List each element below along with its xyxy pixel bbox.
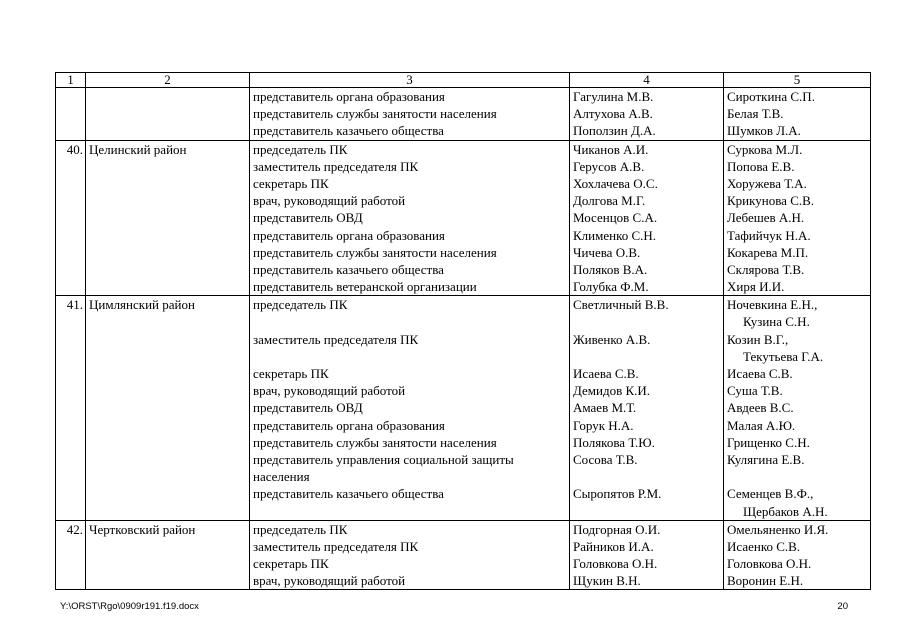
role-line: секретарь ПК: [253, 366, 329, 381]
reserve-member-name: Ночевкина Е.Н.,: [727, 297, 818, 313]
primary-member-name: Чичева О.В.: [573, 244, 641, 260]
role-line: представитель ОВД: [253, 400, 363, 416]
column-header: 5: [724, 73, 871, 88]
district-name: Цимлянский район: [86, 296, 250, 520]
role-line: представитель казачьего общества: [253, 261, 444, 277]
role-cell: [250, 296, 570, 520]
reserve-member-name: Суркова М.Л.: [727, 141, 803, 157]
table-row: [56, 296, 871, 520]
role-line: врач, руководящий работой: [253, 383, 406, 399]
reserve-member-name: Хоружева Т.А.: [727, 175, 807, 191]
primary-member-name: [573, 313, 720, 330]
primary-member-name: Горук Н.А.: [573, 417, 634, 433]
reserve-member-name: Текутьева Г.А.: [743, 348, 824, 364]
primary-member-name: Сыропятов Р.М.: [573, 486, 662, 502]
primary-member-name: [573, 503, 720, 520]
row-number: 42.: [56, 520, 86, 590]
footer-page-number: 20: [837, 601, 848, 612]
primary-member-name: Хохлачева О.С.: [573, 175, 658, 191]
reserve-member-name: Исаенко С.В.: [727, 538, 801, 554]
role-cell: [250, 520, 570, 590]
reserve-member-name: Склярова Т.В.: [727, 261, 805, 277]
primary-member-name: Райников И.А.: [573, 538, 654, 554]
row-number: 41.: [56, 296, 86, 520]
role-cell: [250, 140, 570, 296]
primary-member-name: Гагулина М.В.: [573, 89, 654, 104]
primary-member-name: Клименко С.Н.: [573, 227, 657, 243]
primary-member-cell: [570, 140, 724, 296]
primary-member-name: Долгова М.Г.: [573, 193, 646, 209]
primary-member-name: Чиканов А.И.: [573, 141, 649, 157]
role-line: представитель ОВД: [253, 210, 363, 226]
role-line: председатель ПК: [253, 141, 348, 157]
reserve-member-name: Семенцев В.Ф.,: [727, 486, 814, 502]
primary-member-name: Голубка Ф.М.: [573, 279, 649, 295]
primary-member-name: Щукин В.Н.: [573, 573, 641, 589]
reserve-member-name: Хиря И.И.: [727, 279, 785, 295]
primary-member-name: [573, 348, 720, 365]
reserve-member-name: Суша Т.В.: [727, 383, 783, 399]
role-cell: [250, 88, 570, 141]
reserve-member-name: Омельяненко И.Я.: [727, 521, 829, 537]
role-line: представитель ветеранской организации: [253, 279, 477, 295]
primary-member-name: Светличный В.В.: [573, 297, 669, 313]
primary-member-name: Сосова Т.В.: [573, 451, 638, 467]
role-line: [253, 503, 566, 520]
role-line: представитель службы занятости населения: [253, 434, 497, 450]
reserve-member-name: Грищенко С.Н.: [727, 434, 810, 450]
reserve-member-name: Крикунова С.В.: [727, 193, 815, 209]
row-number: [56, 88, 86, 141]
primary-member-name: Исаева С.В.: [573, 366, 639, 381]
primary-member-name: [573, 468, 720, 485]
primary-member-name: Головкова О.Н.: [573, 556, 658, 572]
primary-member-name: Живенко А.В.: [573, 331, 651, 347]
reserve-member-name: Козин В.Г.,: [727, 331, 789, 347]
table-row: [56, 140, 871, 296]
reserve-member-cell: [724, 140, 871, 296]
role-line: представитель казачьего общества: [253, 123, 444, 139]
role-line: [253, 348, 566, 365]
reserve-member-name: Лебешев А.Н.: [727, 210, 805, 226]
reserve-member-name: Воронин Е.Н.: [727, 573, 804, 589]
primary-member-name: Герусов А.В.: [573, 158, 645, 174]
role-line: заместитель председателя ПК: [253, 331, 419, 347]
role-line: представитель органа образования: [253, 227, 445, 243]
role-line: представитель службы занятости населения: [253, 244, 497, 260]
role-line: председатель ПК: [253, 297, 348, 313]
primary-member-name: Алтухова А.В.: [573, 106, 653, 122]
reserve-member-name: Кокарева М.П.: [727, 244, 809, 260]
primary-member-name: Мосенцов С.А.: [573, 210, 658, 226]
role-line: секретарь ПК: [253, 556, 329, 572]
role-line: населения: [253, 469, 310, 485]
role-line: представитель казачьего общества: [253, 486, 444, 502]
role-line: представитель органа образования: [253, 417, 445, 433]
role-line: [253, 313, 566, 330]
reserve-member-name: Белая Т.В.: [727, 106, 784, 122]
role-line: заместитель председателя ПК: [253, 158, 419, 174]
district-name: Чертковский район: [86, 520, 250, 590]
role-line: председатель ПК: [253, 521, 348, 537]
primary-member-name: Подгорная О.И.: [573, 521, 661, 537]
reserve-member-name: Сироткина С.П.: [727, 89, 815, 104]
column-header: 4: [570, 73, 724, 88]
reserve-member-name: Малая А.Ю.: [727, 417, 796, 433]
reserve-member-name: Авдеев В.С.: [727, 400, 794, 416]
commission-table: [55, 72, 871, 590]
primary-member-name: Демидов К.И.: [573, 383, 651, 399]
primary-member-name: Поляков В.А.: [573, 261, 648, 277]
role-line: заместитель председателя ПК: [253, 538, 419, 554]
table-row: [56, 520, 871, 590]
role-line: секретарь ПК: [253, 175, 329, 191]
reserve-member-name: Шумков Л.А.: [727, 123, 801, 139]
role-line: врач, руководящий работой: [253, 193, 406, 209]
reserve-member-name: Тафийчук Н.А.: [727, 227, 811, 243]
primary-member-name: Амаев М.Т.: [573, 400, 637, 416]
reserve-member-name: Кузина С.Н.: [743, 314, 810, 330]
table-header-row: [56, 73, 871, 88]
role-line: представитель органа образования: [253, 89, 445, 104]
reserve-member-name: Щербаков А.Н.: [743, 503, 828, 519]
reserve-member-name: Кулягина Е.В.: [727, 451, 805, 467]
column-header: 2: [86, 73, 250, 88]
primary-member-name: Полякова Т.Ю.: [573, 434, 655, 450]
reserve-member-cell: [724, 520, 871, 590]
reserve-member-cell: [724, 88, 871, 141]
role-line: врач, руководящий работой: [253, 573, 406, 589]
primary-member-name: Поползин Д.А.: [573, 123, 656, 139]
reserve-member-name: Исаева С.В.: [727, 366, 793, 381]
reserve-member-cell: [724, 296, 871, 520]
district-name: [86, 88, 250, 141]
primary-member-cell: [570, 88, 724, 141]
primary-member-cell: [570, 296, 724, 520]
table-row: [56, 88, 871, 141]
primary-member-cell: [570, 520, 724, 590]
district-name: Целинский район: [86, 140, 250, 296]
column-header: 3: [250, 73, 570, 88]
footer-file-path: Y:\ORST\Rgo\0909r191.f19.docx: [60, 601, 199, 612]
role-line: представитель службы занятости населения: [253, 106, 497, 122]
reserve-member-name: Головкова О.Н.: [727, 556, 812, 572]
reserve-member-name: [727, 468, 867, 485]
role-line: представитель управления социальной защиты: [253, 451, 514, 467]
column-header: 1: [56, 73, 86, 88]
row-number: 40.: [56, 140, 86, 296]
reserve-member-name: Попова Е.В.: [727, 158, 795, 174]
